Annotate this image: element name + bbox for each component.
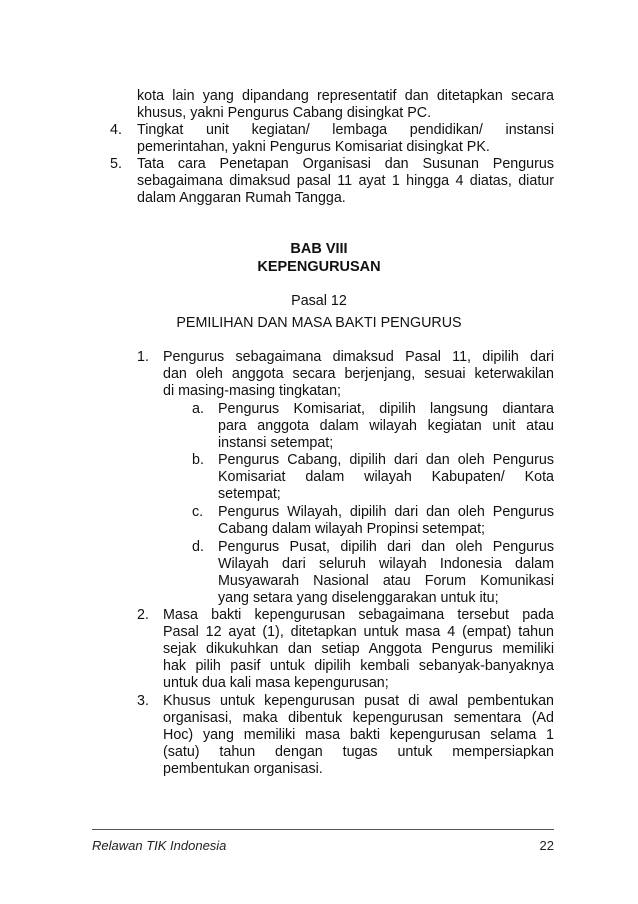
item-5-line-1: Tata cara Penetapan Organisasi dan Susunan Pengurus bbox=[137, 156, 554, 172]
item-3-line-5: pembentukan organisasi. bbox=[163, 761, 323, 777]
sub-d-line-3: Musyawarah Nasional atau Forum Komunikasi bbox=[218, 573, 554, 589]
sub-letter-b: b. bbox=[192, 452, 204, 468]
item-3-line-1: Khusus untuk kepengurusan pusat di awal pembentukan bbox=[163, 693, 554, 709]
list-number-4: 4. bbox=[110, 122, 122, 138]
sub-b-line-3: setempat; bbox=[218, 486, 281, 502]
list-number-1: 1. bbox=[137, 349, 149, 365]
list-number-2: 2. bbox=[137, 607, 149, 623]
footer-divider bbox=[92, 829, 554, 830]
item-4-line-1: Tingkat unit kegiatan/ lembaga pendidikan/ instansi bbox=[137, 122, 554, 138]
item-3-line-2: organisasi, maka dibentuk kepengurusan sementara (Ad bbox=[163, 710, 554, 726]
list-number-5: 5. bbox=[110, 156, 122, 172]
sub-d-line-4: yang setara yang diselenggarakan untuk itu; bbox=[218, 590, 499, 606]
sub-c-line-1: Pengurus Wilayah, dipilih dari dan oleh Pengurus bbox=[218, 504, 554, 520]
sub-letter-c: c. bbox=[192, 504, 204, 520]
intro-continuation-line-1: kota lain yang dipandang representatif dan ditetapkan secara bbox=[137, 88, 554, 104]
footer-publication-title: Relawan TIK Indonesia bbox=[92, 838, 227, 853]
chapter-title: BAB VIII bbox=[290, 241, 348, 257]
item-5-line-2: sebagaimana dimaksud pasal 11 ayat 1 hingga 4 diatas, diatur bbox=[137, 173, 554, 189]
item-2-line-2: Pasal 12 ayat (1), ditetapkan untuk masa 4 (empat) tahun bbox=[163, 624, 554, 640]
sub-a-line-2: para anggota dalam wilayah kegiatan unit atau bbox=[218, 418, 554, 434]
sub-b-line-2: Komisariat dalam wilayah Kabupaten/ Kota bbox=[218, 469, 554, 485]
chapter-subtitle: KEPENGURUSAN bbox=[257, 259, 381, 275]
sub-c-line-2: Cabang dalam wilayah Propinsi setempat; bbox=[218, 521, 486, 537]
item-2-line-3: sejak dikukuhkan dan setiap Anggota Pengurus memiliki bbox=[163, 641, 554, 657]
item-5-line-3: dalam Anggaran Rumah Tangga. bbox=[137, 190, 346, 206]
item-2-line-5: untuk dua kali masa kepengurusan; bbox=[163, 675, 389, 691]
sub-d-line-1: Pengurus Pusat, dipilih dari dan oleh Pengurus bbox=[218, 539, 554, 555]
list-number-3: 3. bbox=[137, 693, 149, 709]
item-4-line-2: pemerintahan, yakni Pengurus Komisariat disingkat PK. bbox=[137, 139, 490, 155]
item-2-line-4: hak pilih pasif untuk dipilih kembali sebanyak-banyaknya bbox=[163, 658, 554, 674]
sub-a-line-3: instansi setempat; bbox=[218, 435, 334, 451]
item-3-line-4: (satu) tahun dengan tugas untuk mempersiapkan bbox=[163, 744, 554, 760]
article-title: Pasal 12 bbox=[291, 293, 347, 309]
item-1-line-1: Pengurus sebagaimana dimaksud Pasal 11, dipilih dari bbox=[163, 349, 554, 365]
sub-letter-d: d. bbox=[192, 539, 204, 555]
item-2-line-1: Masa bakti kepengurusan sebagaimana tersebut pada bbox=[163, 607, 554, 623]
article-subtitle: PEMILIHAN DAN MASA BAKTI PENGURUS bbox=[176, 315, 462, 331]
sub-d-line-2: Wilayah dari seluruh wilayah Indonesia dalam bbox=[218, 556, 554, 572]
item-3-line-3: Hoc) yang memiliki masa bakti kepengurusan selama 1 bbox=[163, 727, 554, 743]
sub-a-line-1: Pengurus Komisariat, dipilih langsung diantara bbox=[218, 401, 554, 417]
item-1-line-3: di masing-masing tingkatan; bbox=[163, 383, 342, 399]
item-1-line-2: dan oleh anggota secara berjenjang, sesuai keterwakilan bbox=[163, 366, 554, 382]
footer-page-number: 22 bbox=[539, 838, 554, 853]
sub-b-line-1: Pengurus Cabang, dipilih dari dan oleh Pengurus bbox=[218, 452, 554, 468]
intro-continuation-line-2: khusus, yakni Pengurus Cabang disingkat PC. bbox=[137, 105, 432, 121]
sub-letter-a: a. bbox=[192, 401, 204, 417]
